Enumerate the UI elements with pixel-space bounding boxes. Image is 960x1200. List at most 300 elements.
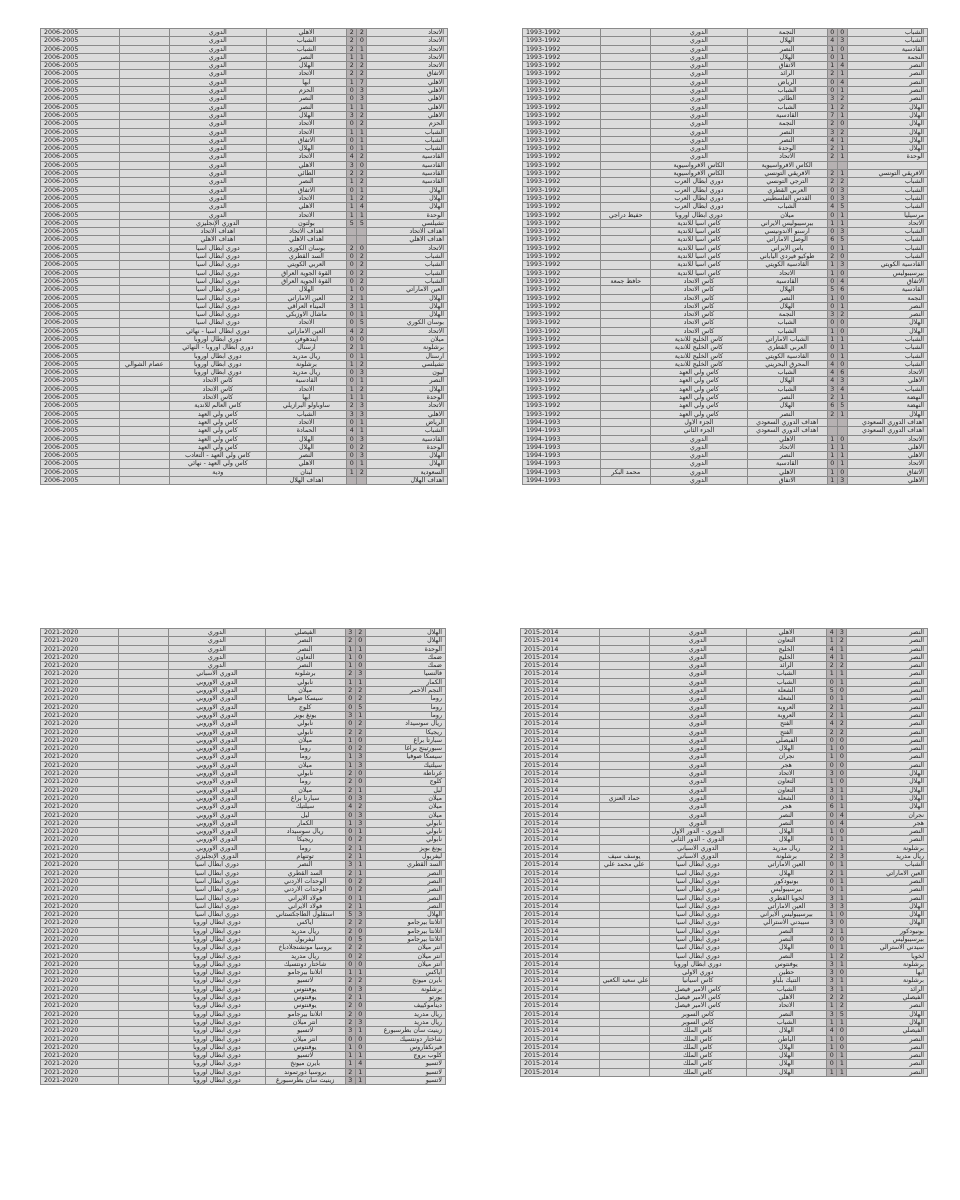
table-row [523,427,928,435]
table-row [521,629,928,637]
table-row [41,960,446,968]
table-row [41,819,446,827]
competition-cell: الكاس الافروآسيوية [651,161,747,169]
commentator-cell [601,443,651,451]
competition-cell: الدوري [651,87,747,95]
competition-cell: دوري ابطال اوروبا [169,1052,265,1060]
opponent-cell: الشباب [746,985,827,993]
table-row [521,886,928,894]
team-cell: الاتحاد [847,219,927,227]
table-row [41,228,448,236]
score-cell: 4 [837,811,847,819]
table-row [41,460,448,468]
table-row [523,369,928,377]
opponent-cell: الفتح [746,720,827,728]
opponent-cell: القوة الجوية العراق [266,277,347,285]
season-cell: 2021-2020 [41,994,119,1002]
competition-cell: كاس الاتحاد [651,277,747,285]
commentator-cell [601,294,651,302]
season-cell: 2015-2014 [521,1052,600,1060]
season-cell: 2015-2014 [521,994,600,1002]
table-row [41,629,446,637]
opponent-cell: الفيصلي [746,736,827,744]
score-cell: 0 [357,335,367,343]
score-cell: 0 [347,435,357,443]
table-row [523,203,928,211]
score-cell: 2 [827,253,837,261]
team-cell: الأهلي [367,410,448,418]
competition-cell: كاس ولي العهد [651,402,747,410]
opponent-cell: الشعلة [746,687,827,695]
score-cell: 3 [827,960,837,968]
competition-cell: دوري ابطال العرب [651,186,747,194]
season-cell: 2015-2014 [521,1002,600,1010]
team-cell: الاتحاد [367,29,448,37]
season-cell: 2015-2014 [521,670,600,678]
team-cell: الهلال [847,128,927,136]
competition-cell: دوري ابطال اوروبا [169,1060,265,1068]
competition-cell: الدوري [651,145,747,153]
season-cell: 2006-2005 [41,203,120,211]
table-row [41,277,448,285]
score-cell: 1 [355,894,365,902]
table-row [41,869,446,877]
competition-cell: دوري ابطال العرب [651,203,747,211]
competition-cell: دوري ابطال اوروبا [169,994,265,1002]
commentator-cell [599,728,649,736]
table-row [521,894,928,902]
season-cell: 2006-2005 [41,186,120,194]
opponent-cell: ليل [265,811,345,819]
table-row [523,37,928,45]
team-cell: الشباب [367,136,448,144]
team-cell: النصر [847,695,928,703]
competition-cell: دوري ابطال اسيا [649,877,746,885]
competition-cell: دوري ابطال اسيا [169,319,266,327]
season-cell: 1993-1992 [523,385,601,393]
commentator-cell [119,294,169,302]
opponent-cell: ميلان [265,761,345,769]
opponent-cell: الهلال [747,37,827,45]
season-cell: 1993-1992 [523,186,601,194]
season-cell: 2006-2005 [41,29,120,37]
team-cell: النصر [847,1002,928,1010]
commentator-cell [599,637,649,645]
score-cell: 0 [837,687,847,695]
season-cell: 2015-2014 [521,720,600,728]
score-cell: 1 [345,969,355,977]
competition-cell: الدوري [651,120,747,128]
table-row [41,62,448,70]
opponent-cell: ريال مدريد [265,927,345,935]
competition-cell: كاس ولي العهد [651,377,747,385]
score-cell: 0 [357,37,367,45]
score-cell: 1 [837,170,847,178]
table-row [521,1043,928,1051]
table-row [41,385,448,393]
competition-cell: كاس الامير فيصل [649,1002,746,1010]
competition-cell: كاس الملك [649,1068,746,1076]
competition-cell: الدوري الاوروبي [169,753,265,761]
score-cell: 1 [827,443,837,451]
opponent-cell: العربي القطري [747,186,827,194]
competition-cell: الدوري [169,53,266,61]
commentator-cell [119,443,169,451]
table-row [41,244,448,252]
score-cell: 1 [827,269,837,277]
competition-cell: كاس الاتحاد [651,302,747,310]
table-row [41,194,448,202]
score-cell: 0 [345,828,355,836]
commentator-cell [119,286,169,294]
table-row [523,294,928,302]
score-cell: 0 [347,186,357,194]
competition-cell: الدوري [169,653,265,661]
score-cell: 1 [837,695,847,703]
commentator-cell [601,286,651,294]
table-row [41,111,448,119]
score-cell: 5 [837,203,847,211]
team-cell: النصر [847,1043,928,1051]
team-cell: الوحدة [365,645,445,653]
score-cell: 1 [355,1027,365,1035]
table-row [41,120,448,128]
competition-cell: الدوري [651,443,747,451]
season-cell: 2006-2005 [41,95,120,103]
commentator-cell [119,1060,169,1068]
competition-cell: كاس الاتحاد [169,394,266,402]
team-cell: النصر [847,836,928,844]
table-row [521,836,928,844]
commentator-cell [119,836,169,844]
team-cell: يونغ بويز [365,844,445,852]
competition-cell: الدوري [169,120,266,128]
score-cell: 3 [345,1077,355,1085]
opponent-cell: توتنهام [265,853,345,861]
competition-cell: كاس ولي العهد [169,410,266,418]
score-cell: 1 [837,844,847,852]
competition-cell: دوري ابطال اوروبا [169,1035,265,1043]
score-cell: 4 [347,153,357,161]
season-cell: 2006-2005 [41,145,120,153]
season-cell: 2015-2014 [521,662,600,670]
table-row [523,344,928,352]
score-cell: 1 [827,335,837,343]
season-cell: 1994-1993 [523,477,601,485]
score-cell: 0 [837,45,847,53]
commentator-cell [601,244,651,252]
commentator-cell [119,103,169,111]
commentator-cell [599,994,649,1002]
opponent-cell: الميناء العراقي [266,302,347,310]
score-cell: 1 [355,1052,365,1060]
season-cell: 2015-2014 [521,770,600,778]
score-cell: 0 [347,253,357,261]
table-row [41,811,446,819]
commentator-cell [599,670,649,678]
competition-cell: الدوري [651,45,747,53]
score-cell: 0 [837,1035,847,1043]
season-cell: 2021-2020 [41,670,119,678]
score-cell: 1 [357,418,367,426]
competition-cell: الدوري الاوروبي [169,811,265,819]
team-cell: الاتحاد [847,369,927,377]
score-cell: 3 [355,911,365,919]
team-cell: الهلال [847,902,928,910]
season-cell: 2006-2005 [41,103,120,111]
competition-cell: دوري ابطال اوروبا [649,960,746,968]
team-cell: الحزم [367,120,448,128]
team-cell: النجم الاحمر [365,687,445,695]
team-cell: ميلان [365,811,445,819]
score-cell: 0 [827,761,837,769]
commentator-cell [119,969,169,977]
table-row [523,29,928,37]
score-cell: 3 [827,894,837,902]
score-cell: 6 [827,402,837,410]
opponent-cell: النجمة [747,29,827,37]
score-cell: 4 [347,327,357,335]
score-cell: 0 [837,269,847,277]
competition-cell: الدوري [649,645,746,653]
table-row [521,736,928,744]
commentator-cell [119,136,169,144]
commentator-cell [119,37,169,45]
season-cell: 2015-2014 [521,844,600,852]
team-cell: ابها [847,969,928,977]
commentator-cell [119,1077,169,1085]
competition-cell: دوري ابطال اسيا [649,952,746,960]
team-cell: الاتحاد [367,37,448,45]
score-cell: 0 [345,985,355,993]
team-cell: ليل [365,786,445,794]
score-cell: 1 [837,794,847,802]
season-cell: 2015-2014 [521,944,600,952]
team-cell: الهلال [847,794,928,802]
score-cell: 1 [345,645,355,653]
score-cell: 1 [355,678,365,686]
competition-cell: دوري ابطال اوروبا [169,935,265,943]
team-cell: ديناموكييف [365,1002,445,1010]
opponent-cell: يوفنتوس [265,994,345,1002]
team-cell: النصر [847,637,928,645]
season-cell: 2006-2005 [41,236,120,244]
commentator-cell [599,770,649,778]
competition-cell: الدوري الاسباني [649,844,746,852]
score-cell: 1 [837,136,847,144]
competition-cell: الدوري [649,770,746,778]
competition-cell: الدوري [169,62,266,70]
commentator-cell [601,120,651,128]
score-cell: 1 [345,1043,355,1051]
table-row [41,794,446,802]
opponent-cell: النصر [746,952,827,960]
score-cell: 7 [827,111,837,119]
table-row [41,745,446,753]
competition-cell: دوري ابطال اوروبا - النهائي [169,344,266,352]
season-cell: 2015-2014 [521,960,600,968]
table-row [41,153,448,161]
team-cell: الأهلي [367,78,448,86]
commentator-cell [119,302,169,310]
team-cell: الهلال [847,120,927,128]
commentator-cell [119,1043,169,1051]
season-cell: 2006-2005 [41,402,120,410]
score-cell: 4 [827,653,837,661]
score-cell: 3 [837,629,847,637]
score-cell: 0 [827,244,837,252]
team-cell: تشيلسي [367,360,448,368]
score-cell: 4 [347,427,357,435]
season-cell: 2006-2005 [41,161,120,169]
score-cell: 3 [357,87,367,95]
competition-cell: الدوري [651,70,747,78]
score-cell: 3 [357,452,367,460]
commentator-cell [599,803,649,811]
commentator-cell [599,745,649,753]
score-cell: 2 [345,1002,355,1010]
competition-cell: الدوري [169,136,266,144]
score-cell: 3 [827,985,837,993]
competition-cell: الدوري الاوروبي [169,836,265,844]
team-cell: الأهلي [367,111,448,119]
season-cell: 1993-1992 [523,128,601,136]
commentator-cell [119,78,169,86]
score-cell: 0 [827,695,837,703]
opponent-cell: الترجي التونسي [747,178,827,186]
team-cell: لخويا [847,952,928,960]
team-cell: الهلال [365,629,445,637]
opponent-cell: العروبة [746,703,827,711]
team-cell [847,161,927,169]
commentator-cell [599,886,649,894]
opponent-cell: الأهلي [746,629,827,637]
score-cell: 2 [837,720,847,728]
table-row [41,853,446,861]
opponent-cell: ساوباولو البرازيلي [266,402,347,410]
score-cell: 0 [827,194,837,202]
score-cell: 1 [357,45,367,53]
commentator-cell [599,844,649,852]
score-cell: 0 [355,1035,365,1043]
opponent-cell: حطين [746,969,827,977]
season-cell: 2021-2020 [41,1052,119,1060]
competition-cell: دوري ابطال اسيا [649,927,746,935]
competition-cell: الدوري [651,29,747,37]
table-row [41,211,448,219]
opponent-cell: لخويا القطري [746,894,827,902]
table-row [41,319,448,327]
opponent-cell: الشباب [747,203,827,211]
season-cell: 1993-1992 [523,335,601,343]
score-cell: 3 [347,111,357,119]
opponent-cell: العين الاماراتي [266,327,347,335]
table-row [521,803,928,811]
competition-cell: كاس الاتحاد [651,311,747,319]
team-cell: الشباب [847,861,928,869]
score-cell: 3 [345,711,355,719]
season-cell: 2006-2005 [41,45,120,53]
table-row [521,645,928,653]
season-cell: 2021-2020 [41,1035,119,1043]
table-row [41,1002,446,1010]
score-cell: 0 [345,745,355,753]
score-cell: 3 [355,1018,365,1026]
score-cell: 1 [837,786,847,794]
team-cell: ضمك [365,653,445,661]
opponent-cell: الاتفاق [266,186,347,194]
score-cell: 0 [827,344,837,352]
team-cell: بيرسيبوليس [847,935,928,943]
opponent-cell: ابها [266,394,347,402]
score-cell: 3 [357,402,367,410]
team-cell: الهلال [367,186,448,194]
commentator-cell [119,761,169,769]
opponent-cell: اهداف الاتحاد [266,228,347,236]
team-cell: الاتفاق [367,70,448,78]
score-cell: 2 [345,670,355,678]
score-cell: 7 [357,78,367,86]
commentator-cell [119,935,169,943]
team-cell: النصر [847,302,927,310]
score-cell: 2 [345,637,355,645]
team-cell: النصر [365,877,445,885]
opponent-cell: الشباب [266,410,347,418]
competition-cell: دوري ابطال اسيا [169,302,266,310]
opponent-cell: الاتحاد [266,194,347,202]
season-cell: 1993-1992 [523,70,601,78]
competition-cell: الدوري - الدور الثاني [649,836,746,844]
season-cell: 2021-2020 [41,703,119,711]
season-cell: 1993-1992 [523,311,601,319]
team-cell: النصر [847,662,928,670]
score-cell: 2 [345,902,355,910]
competition-cell: الدوري [651,452,747,460]
team-cell: الوحدة [367,394,448,402]
season-cell: 2006-2005 [41,111,120,119]
commentator-cell [599,894,649,902]
season-cell: 2021-2020 [41,653,119,661]
opponent-cell: الافريقي التونسي [747,170,827,178]
team-cell: مرسيليا [847,211,927,219]
season-cell: 1993-1992 [523,219,601,227]
season-cell: 2015-2014 [521,935,600,943]
opponent-cell: الهلال [746,828,827,836]
team-cell: ارسنال [367,352,448,360]
team-cell: الهلال [847,770,928,778]
table-row [41,1018,446,1026]
score-cell: 2 [837,637,847,645]
score-cell: 1 [827,670,837,678]
score-cell: 2 [347,170,357,178]
score-cell: 1 [347,211,357,219]
score-cell: 5 [357,219,367,227]
competition-cell: الجزء الاول [651,418,747,426]
score-cell [347,236,357,244]
commentator-cell [601,352,651,360]
commentator-cell [119,803,169,811]
commentator-cell [119,678,169,686]
competition-cell: الدوري [649,678,746,686]
competition-cell: الدوري [651,37,747,45]
score-cell: 5 [837,402,847,410]
table-row [41,402,448,410]
table-row [41,637,446,645]
team-cell: النصر [847,711,928,719]
score-cell: 3 [347,410,357,418]
competition-cell: دوري ابطال اوروبا [169,1010,265,1018]
season-cell: 2006-2005 [41,327,120,335]
